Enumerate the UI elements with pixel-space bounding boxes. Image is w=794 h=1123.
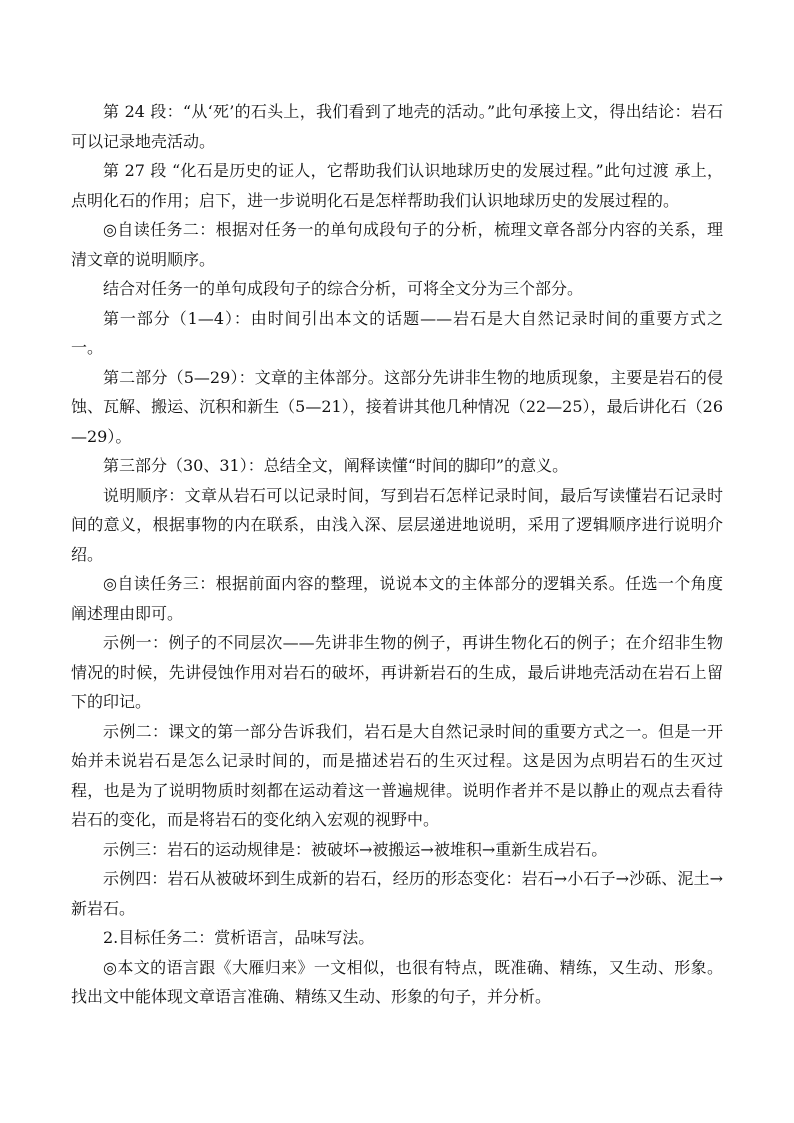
paragraph-24: 第 24 段：“从‘死’的石头上，我们看到了地壳的活动。”此句承接上文，得出结论：岩石可以记录地壳活动。 (71, 102, 723, 151)
example-three: 示例三：岩石的运动规律是：被破坏→被搬运→被堆积→重新生成岩石。 (103, 839, 608, 859)
document-page (71, 97, 723, 1012)
self-reading-task-three: ◎自读任务三：根据前面内容的整理，说说本文的主体部分的逻辑关系。任选一个角度阐述理由即可。 (71, 574, 723, 623)
target-task-two: 2.目标任务二：赏析语言，品味写法。 (103, 928, 375, 947)
part-three: 第三部分（30、31）：总结全文，阐释读懂“时间的脚印”的意义。 (103, 456, 569, 475)
division-intro: 结合对任务一的单句成段句子的综合分析，可将全文分为三个部分。 (103, 279, 584, 298)
paragraph-27: 第 27 段 “化石是历史的证人，它帮助我们认识地球历史的发展过程。”此句过渡 承上，点明化石的作用；启下，进一步说明化石是怎样帮助我们认识地球历史的发展过程的。 (71, 161, 723, 210)
part-one: 第一部分（1—4）：由时间引出本文的话题——岩石是大自然记录时间的重要方式之一。 (71, 308, 723, 357)
language-task: ◎本文的语言跟《大雁归来》一文相似，也很有特点，既准确、精练，又生动、形象。找出文中能体现文章语言准确、精练又生动、形象的句子，并分析。 (71, 957, 723, 1006)
example-one: 示例一：例子的不同层次——先讲非生物的例子，再讲生物化石的例子；在介绍非生物情况的时候，先讲侵蚀作用对岩石的破坏，再讲新岩石的生成，最后讲地壳活动在岩石上留下的印记。 (71, 633, 723, 711)
part-two: 第二部分（5—29）：文章的主体部分。这部分先讲非生物的地质现象，主要是岩石的侵蚀、瓦解、搬运、沉积和新生（5—21），接着讲其他几种情况（22—25），最后讲化石（26—29）。 (71, 367, 723, 446)
explanation-order: 说明顺序：文章从岩石可以记录时间，写到岩石怎样记录时间，最后写读懂岩石记录时间的意义，根据事物的内在联系，由浅入深、层层递进地说明，采用了逻辑顺序进行说明介绍。 (71, 485, 723, 564)
example-two: 示例二：课文的第一部分告诉我们，岩石是大自然记录时间的重要方式之一。但是一开始并未说岩石是怎么记录时间的，而是描述岩石的生灭过程。这是因为点明岩石的生灭过程，也是为了说明物质时刻都在运动着这一普遍规律。说明作者并不是以静止的观点去看待岩石的变化，而是将岩石的变化纳入宏观的视野中。 (71, 721, 723, 829)
example-four: 示例四：岩石从被破坏到生成新的岩石，经历的形态变化：岩石→小石子→沙砾、泥土→新岩石。 (71, 869, 723, 918)
self-reading-task-two: ◎自读任务二：根据对任务一的单句成段句子的分析，梳理文章各部分内容的关系，理清文章的说明顺序。 (71, 220, 723, 269)
